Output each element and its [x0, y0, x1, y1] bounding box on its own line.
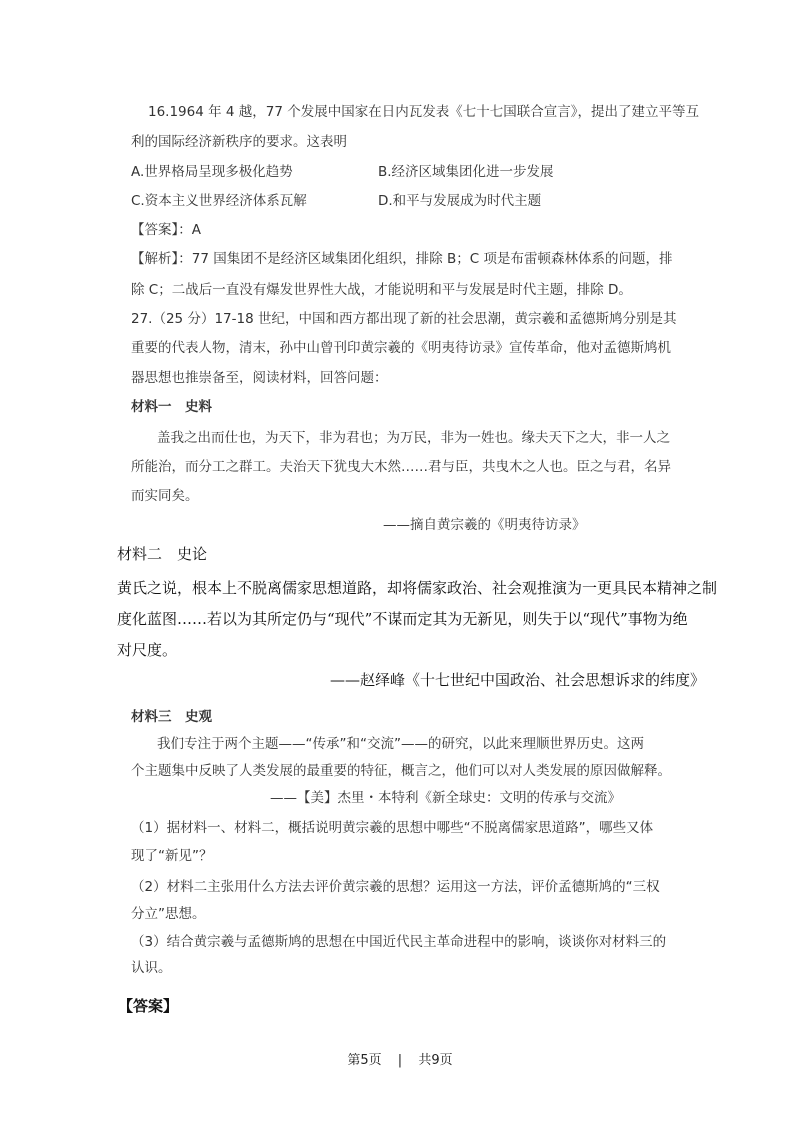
q27-stem-line2: 重要的代表人物，清末，孙中山曾刊印黄宗羲的《明夷待访录》宣传革命，他对孟德斯鸠机 — [131, 340, 671, 356]
question3-line2: 认识。 — [131, 960, 172, 976]
q16-option-a: A.世界格局呈现多极化趋势 — [131, 164, 293, 180]
q27-stem-line1: 27.（25 分）17-18 世纪，中国和西方都出现了新的社会思潮，黄宗羲和孟德斯鸠分别是其 — [131, 311, 677, 327]
material3-text-line2: 个主题集中反映了人类发展的最重要的特征，概言之，他们可以对人类发展的原因做解释。 — [131, 763, 671, 779]
material2-source: ——赵绎峰《十七世纪中国政治、社会思想诉求的纬度》 — [330, 671, 706, 689]
q16-analysis-line2: 除 C；二战后一直没有爆发世界性大战，才能说明和平与发展是时代主题，排除 D。 — [131, 282, 632, 298]
q16-stem-line2: 利的国际经济新秩序的要求。这表明 — [131, 134, 347, 150]
material3-heading: 材料三 史观 — [131, 709, 212, 725]
question2-line1: （2）材料二主张用什么方法去评价黄宗羲的思想？运用这一方法，评价孟德斯鸠的“三权 — [131, 879, 660, 895]
q16-stem-line1: 16.1964 年 4 越，77 个发展中国家在日内瓦发表《七十七国联合宣言》，提出了建立平等互 — [148, 104, 700, 120]
material2-text-line3: 对尺度。 — [117, 641, 178, 659]
q16-analysis-line1: 【解析】：77 国集团不是经济区域集团化组织，排除 B；C 项是布雷顿森林体系的问题，排 — [131, 251, 673, 267]
question1-line2: 现了“新见”？ — [131, 848, 213, 864]
material2-heading: 材料二 史论 — [117, 545, 208, 563]
question2-line2: 分立”思想。 — [131, 906, 206, 922]
q16-answer: 【答案】：A — [131, 222, 201, 238]
page-footer — [0, 1049, 800, 1068]
q16-option-d: D.和平与发展成为时代主题 — [378, 193, 542, 209]
material1-text-line1: 盖我之出而仕也，为天下，非为君也；为万民，非为一姓也。缘夫天下之大，非一人之 — [157, 430, 670, 446]
material2-text-line1: 黄氏之说，根本上不脱离儒家思想道路，却将儒家政治、社会观推演为一更具民本精神之制 — [117, 579, 718, 597]
material2-text-line2: 度化蓝图……若以为其所定仍与“现代”不谋而定其为无新见，则失于以“现代”事物为绝 — [117, 610, 688, 628]
question3-line1: （3）结合黄宗羲与孟德斯鸠的思想在中国近代民主革命进程中的影响，谈谈你对材料三的 — [131, 934, 667, 950]
question1-line1: （1）据材料一、材料二，概括说明黄宗羲的思想中哪些“不脱离儒家思道路”，哪些又体 — [131, 820, 654, 836]
q27-stem-line3: 器思想也推崇备至，阅读材料，回答问题： — [131, 370, 388, 386]
material3-text-line1: 我们专注于两个主题——“传承”和“交流”——的研究，以此来理顺世界历史。这两 — [157, 736, 644, 752]
q16-option-c: C.资本主义世界经济体系瓦解 — [131, 193, 307, 209]
material3-source: ——【美】杰里・本特利《新全球史：文明的传承与交流》 — [270, 790, 621, 806]
material1-heading: 材料一 史料 — [131, 399, 212, 415]
q16-option-b: B.经济区域集团化进一步发展 — [378, 164, 554, 180]
page-total: 共9页 — [418, 1053, 453, 1068]
material1-text-line2: 所能治，而分工之群工。夫治天下犹曳大木然……君与臣，共曳木之人也。臣之与君，名异 — [131, 459, 671, 475]
page-separator: | — [397, 1053, 403, 1068]
material1-text-line3: 而实同矣。 — [131, 488, 199, 504]
material1-source: ——摘自黄宗羲的《明夷待访录》 — [383, 517, 586, 533]
answer-heading: 【答案】 — [118, 997, 179, 1015]
page-current: 第5页 — [347, 1053, 382, 1068]
